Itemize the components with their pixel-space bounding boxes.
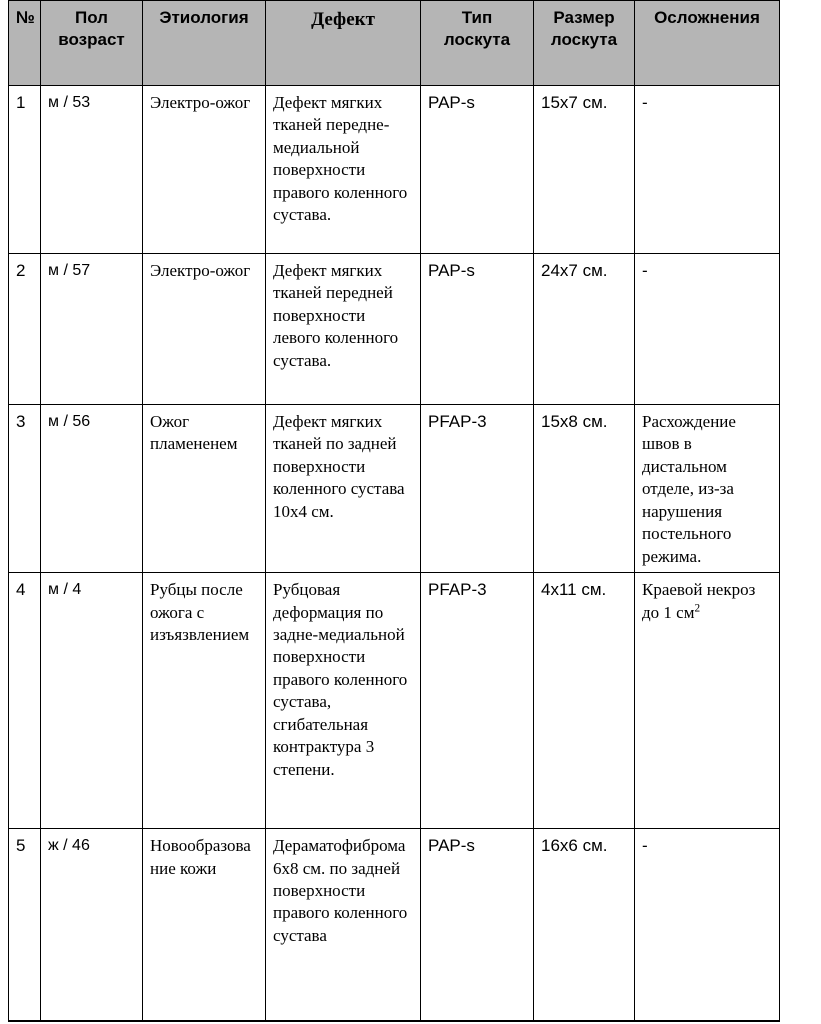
- column-header-defect: [266, 1, 421, 86]
- cell-sex-age: м / 57: [41, 254, 143, 405]
- column-header-flap-size-line-1: Размер: [553, 8, 615, 27]
- table-header: [9, 1, 780, 86]
- cell-flap-size: 15x7 см.: [534, 86, 635, 254]
- column-header-num-line-1: №: [16, 8, 35, 27]
- table-row: [9, 829, 780, 1021]
- cell-complications: -: [635, 254, 780, 405]
- cell-complications: -: [635, 829, 780, 1021]
- column-header-sex-age-line-1: Пол: [75, 8, 108, 27]
- column-header-flap-type: [421, 1, 534, 86]
- column-header-num: [9, 1, 41, 86]
- column-header-flap-type-line-2: лоскута: [443, 30, 511, 50]
- cell-sex-age: м / 4: [41, 573, 143, 829]
- cell-defect: Дефект мягких тканей передне-медиальной поверхности правого коленного сустава.: [266, 86, 421, 254]
- column-header-defect-line-1: Дефект: [311, 9, 375, 30]
- cell-etiology: Электро-ожог: [143, 86, 266, 254]
- cell-complications-superscript: 2: [694, 601, 701, 614]
- cell-sex-age: м / 56: [41, 405, 143, 573]
- cell-defect: Дераматофиброма 6x8 см. по задней поверхности правого коленного сустава: [266, 829, 421, 1021]
- cell-flap-type: PAP-s: [421, 829, 534, 1021]
- column-header-sex-age: [41, 1, 143, 86]
- column-header-complications: [635, 1, 780, 86]
- column-header-etiology-line-1: Этиология: [159, 8, 249, 27]
- cell-flap-type: PAP-s: [421, 254, 534, 405]
- table-row: [9, 405, 780, 573]
- header-row: [9, 1, 780, 86]
- table-row: [9, 86, 780, 254]
- cell-complications: [635, 573, 780, 829]
- cell-sex-age: ж / 46: [41, 829, 143, 1021]
- cell-num: 3: [9, 405, 41, 573]
- column-header-flap-size: [534, 1, 635, 86]
- column-header-flap-size-line-2: лоскута: [550, 30, 618, 50]
- cell-defect: Рубцовая деформация по задне-медиальной поверхности правого коленного сустава, сгибательная контрактура 3 степени.: [266, 573, 421, 829]
- cell-complications: Расхождение швов в дистальном отделе, из-за нарушения постельного режима.: [635, 405, 780, 573]
- column-header-complications-line-1: Осложнения: [654, 8, 760, 27]
- cell-flap-type: PFAP-3: [421, 405, 534, 573]
- cell-etiology: Ожог пламененем: [143, 405, 266, 573]
- cell-sex-age: м / 53: [41, 86, 143, 254]
- table-row: [9, 254, 780, 405]
- column-header-flap-type-line-1: Тип: [461, 8, 493, 27]
- clinical-cases-table: [8, 0, 780, 1022]
- cell-defect: Дефект мягких тканей по задней поверхности коленного сустава 10x4 см.: [266, 405, 421, 573]
- cell-complications-text: Краевой некроз до 1 см: [642, 580, 756, 622]
- column-header-etiology: [143, 1, 266, 86]
- cell-flap-size: 15x8 см.: [534, 405, 635, 573]
- cell-num: 1: [9, 86, 41, 254]
- cell-flap-type: PAP-s: [421, 86, 534, 254]
- table-row: [9, 573, 780, 829]
- column-header-sex-age-line-2: возраст: [58, 30, 125, 50]
- table-body: [9, 86, 780, 1021]
- cell-num: 4: [9, 573, 41, 829]
- cell-flap-size: 16x6 см.: [534, 829, 635, 1021]
- cell-etiology: Новообразование кожи: [143, 829, 266, 1021]
- cell-num: 5: [9, 829, 41, 1021]
- cell-etiology: Электро-ожог: [143, 254, 266, 405]
- cell-flap-size: 24x7 см.: [534, 254, 635, 405]
- cell-flap-type: PFAP-3: [421, 573, 534, 829]
- cell-flap-size: 4x11 см.: [534, 573, 635, 829]
- cell-complications: -: [635, 86, 780, 254]
- cell-etiology: Рубцы после ожога с изъязвлением: [143, 573, 266, 829]
- cell-num: 2: [9, 254, 41, 405]
- cell-defect: Дефект мягких тканей передней поверхности левого коленного сустава.: [266, 254, 421, 405]
